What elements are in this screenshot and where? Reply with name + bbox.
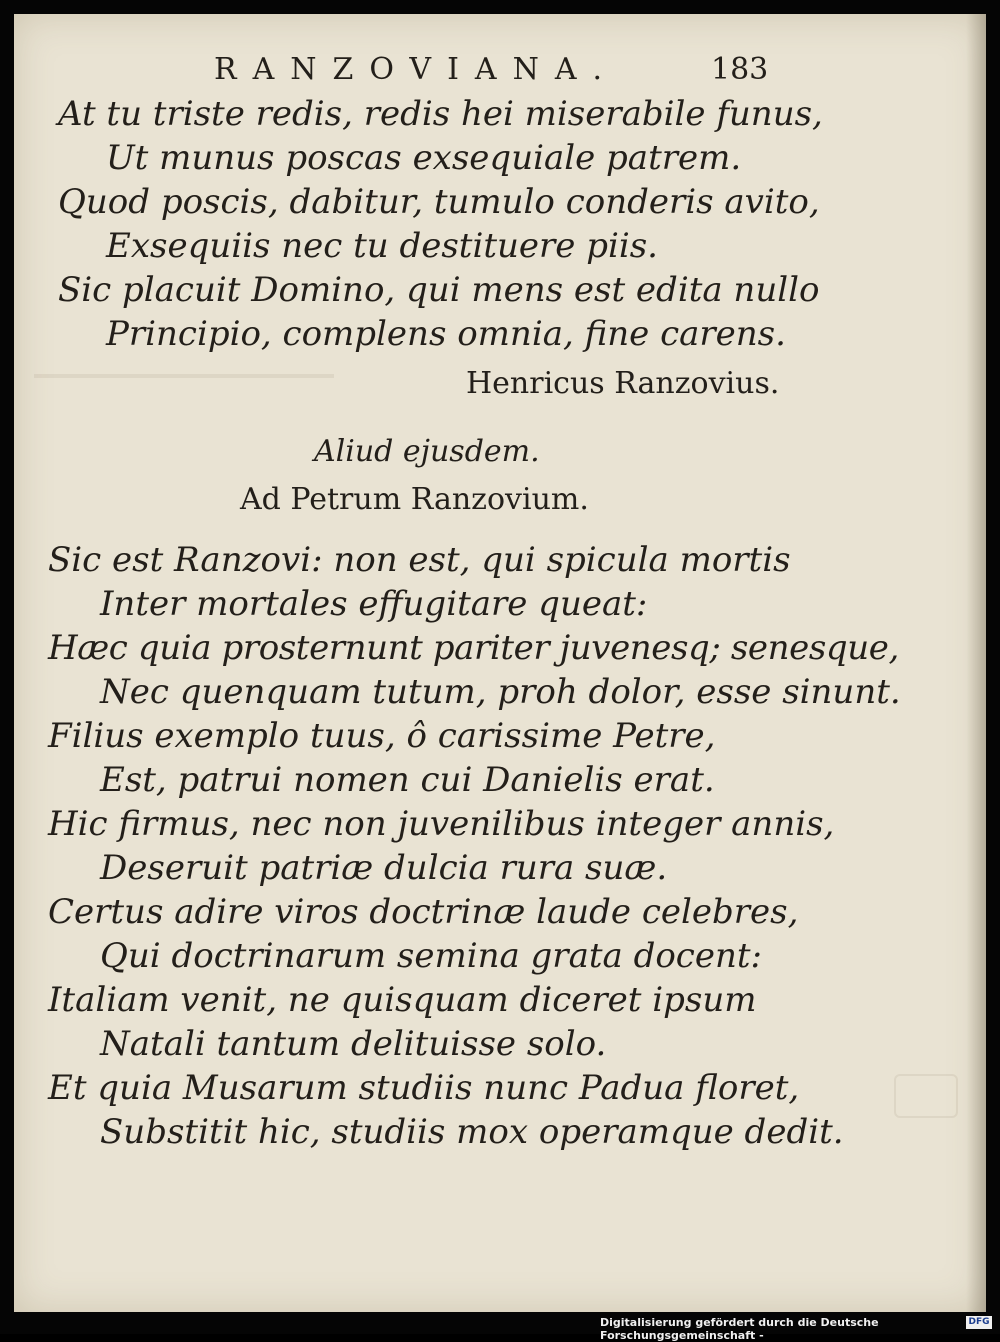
verse-line: Filius exemplo tuus, ô carissime Petre, <box>48 716 716 756</box>
verse-line: Qui doctrinarum semina grata docent: <box>100 936 762 976</box>
verse-line: Nec quenquam tutum, proh dolor, esse sinunt. <box>100 672 901 712</box>
verse-line: Natali tantum delituisse solo. <box>100 1024 607 1064</box>
verse-line: Et quia Musarum studiis nunc Padua floret, <box>48 1068 800 1108</box>
verse-line: Sic est Ranzovi: non est, qui spicula mortis <box>48 540 791 580</box>
bleed-through-mark <box>894 1074 958 1118</box>
verse-line: Sic placuit Domino, qui mens est edita nullo <box>58 270 820 310</box>
verse-line: Italiam venit, ne quisquam diceret ipsum <box>48 980 757 1020</box>
poem-subtitle: Ad Petrum Ranzovium. <box>240 482 589 517</box>
verse-line: At tu triste redis, redis hei miserabile funus, <box>58 94 823 134</box>
verse-line: Inter mortales effugitare queat: <box>100 584 648 624</box>
page-number: 183 <box>711 52 769 87</box>
verse-line: Certus adire viros doctrinæ laude celebres, <box>48 892 799 932</box>
verse-line: Ut munus poscas exsequiale patrem. <box>106 138 742 178</box>
verse-line: Hæc quia prosternunt pariter juvenesq; senesque, <box>48 628 899 668</box>
verse-line: Deseruit patriæ dulcia rura suæ. <box>100 848 668 888</box>
book-page <box>14 14 986 1312</box>
verse-line: Hic firmus, nec non juvenilibus integer annis, <box>48 804 835 844</box>
running-title: RANZOVIANA. <box>214 52 619 87</box>
verse-line: Exsequiis nec tu destituere piis. <box>106 226 658 266</box>
verse-line: Substitit hic, studiis mox operamque dedit. <box>100 1112 844 1152</box>
bleed-through-mark <box>34 374 334 378</box>
page-edge-shadow <box>966 14 986 1312</box>
verse-line: Principio, complens omnia, fine carens. <box>106 314 786 354</box>
author-signature: Henricus Ranzovius. <box>466 366 780 401</box>
verse-line: Est, patrui nomen cui Danielis erat. <box>100 760 715 800</box>
verse-line: Quod poscis, dabitur, tumulo conderis avito, <box>58 182 820 222</box>
digitization-credit: Digitalisierung gefördert durch die Deutsche Forschungsgemeinschaft - <box>600 1316 879 1342</box>
poem-title: Aliud ejusdem. <box>314 434 540 469</box>
dfg-logo: DFG <box>966 1316 992 1329</box>
